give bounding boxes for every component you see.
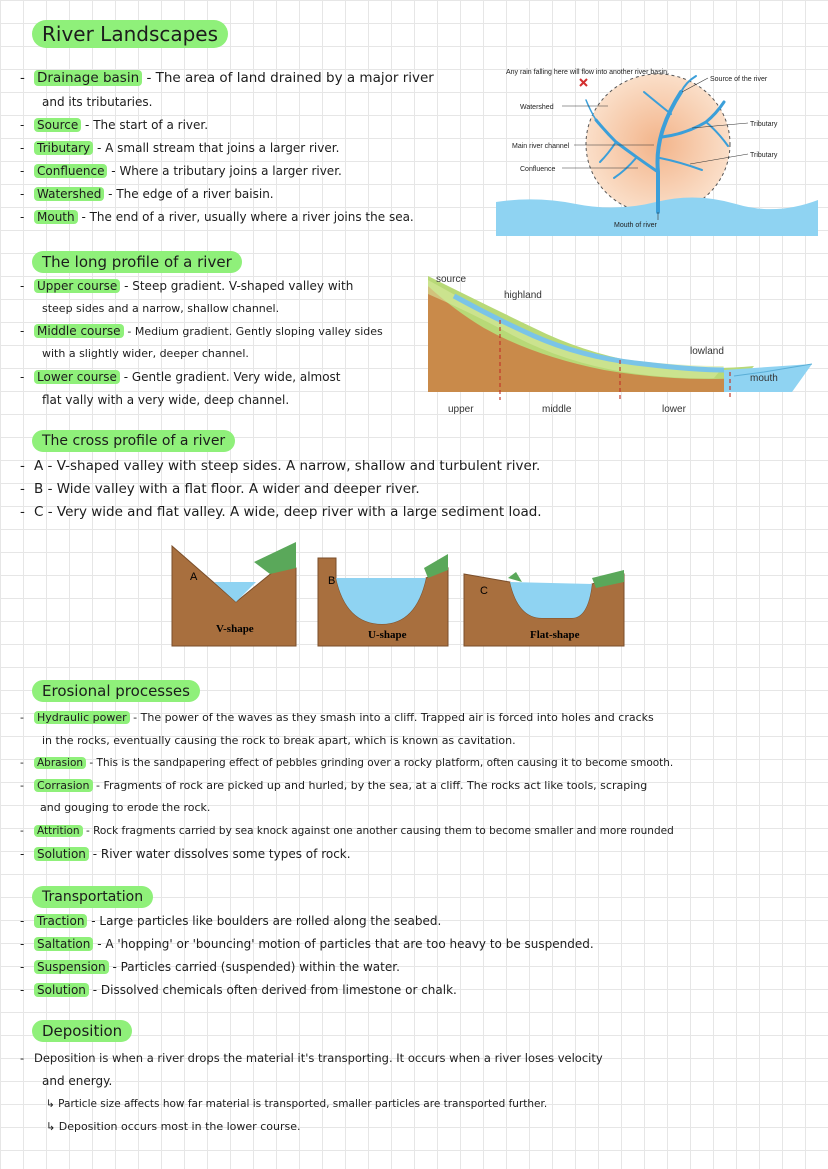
drainage-basin-diagram xyxy=(496,62,818,236)
deposition-sub-1 xyxy=(46,1096,547,1112)
erosion-abrasion: - Abrasion - This is the sandpapering effect of pebbles grinding over a rocky platform, often causing it to become smooth. xyxy=(20,757,674,769)
definition-drainage-basin: - Drainage basin - The area of land drained by a major river xyxy=(20,70,434,86)
definition-continuation: steep sides and a narrow, shallow channel. xyxy=(42,302,280,315)
definition-text: - Rock fragments carried by sea knock against one another causing them to become smaller and more rounded xyxy=(85,825,674,837)
definition-text: - Gentle gradient. Very wide, almost xyxy=(123,370,341,384)
mouth-label: mouth xyxy=(750,373,778,384)
term-label: Confluence xyxy=(34,164,107,178)
definition-watershed: - Watershed - The edge of a river baisin. xyxy=(20,187,274,201)
profile-text: - V-shaped valley with steep sides. A narrow, shallow and turbulent river. xyxy=(47,458,541,474)
term-label: Attrition xyxy=(34,825,83,837)
cross-profile-a: - A - V-shaped valley with steep sides. A narrow, shallow and turbulent river. xyxy=(20,458,541,474)
definition-text: - Steep gradient. V-shaped valley with xyxy=(124,279,354,293)
lower-label: lower xyxy=(662,404,686,415)
deposition-text: - Deposition is when a river drops the material it's transporting. It occurs when a river loses velocity xyxy=(20,1051,603,1065)
cross-icon xyxy=(580,79,587,86)
definition-text: - Where a tributary joins a larger river. xyxy=(111,164,342,178)
long-profile-heading: The long profile of a river xyxy=(32,251,242,273)
v-shape-diagram xyxy=(170,540,300,648)
definition-text: - The edge of a river baisin. xyxy=(108,187,274,201)
transport-traction: - Traction - Large particles like boulders are rolled along the seabed. xyxy=(20,914,442,928)
shape-label: Flat-shape xyxy=(530,629,580,641)
confluence-label: Confluence xyxy=(520,166,556,173)
term-label: Solution xyxy=(34,847,89,861)
erosion-attrition: - Attrition - Rock fragments carried by sea knock against one another causing them to become smaller and more rounded xyxy=(20,825,674,837)
definition-text: - The power of the waves as they smash into a cliff. Trapped air is forced into holes and cracks xyxy=(133,711,654,724)
term-label: Abrasion xyxy=(34,757,86,769)
term-label: Upper course xyxy=(34,279,120,293)
definition-text: - The start of a river. xyxy=(85,118,209,132)
term-label: Saltation xyxy=(34,937,93,951)
erosion-heading: Erosional processes xyxy=(32,680,200,702)
cross-profile-heading: The cross profile of a river xyxy=(32,430,235,452)
definition-mouth: - Mouth - The end of a river, usually where a river joins the sea. xyxy=(20,210,414,224)
definition-text: - Fragments of rock are picked up and hurled, by the sea, at a cliff. The rocks act like tools, scraping xyxy=(96,779,648,792)
term-label: Drainage basin xyxy=(34,70,142,86)
definition-text: - Medium gradient. Gently sloping valley sides xyxy=(127,325,383,338)
shape-letter: B xyxy=(328,575,336,587)
lowland-label: lowland xyxy=(690,346,724,357)
highland-label: highland xyxy=(504,290,542,301)
term-label: Solution xyxy=(34,983,89,997)
term-label: Watershed xyxy=(34,187,104,201)
profile-text: - Very wide and flat valley. A wide, deep river with a large sediment load. xyxy=(47,504,542,520)
shape-letter: A xyxy=(190,571,198,583)
return-arrow-icon: ↳ xyxy=(46,1120,56,1133)
cross-profile-b: - B - Wide valley with a flat floor. A wider and deeper river. xyxy=(20,481,420,497)
middle-course-item: - Middle course - Medium gradient. Gently sloping valley sides xyxy=(20,324,383,338)
cross-profile-c: - C - Very wide and flat valley. A wide, deep river with a large sediment load. xyxy=(20,504,542,520)
shape-label: U-shape xyxy=(368,629,407,641)
term-label: Tributary xyxy=(34,141,93,155)
deposition-sub-2 xyxy=(46,1119,300,1135)
definition-continuation: and gouging to erode the rock. xyxy=(40,801,211,814)
middle-label: middle xyxy=(542,404,572,415)
definition-text: - River water dissolves some types of rock. xyxy=(92,847,351,861)
definition-text: - The area of land drained by a major river xyxy=(146,70,434,86)
transport-solution: - Solution - Dissolved chemicals often derived from limestone or chalk. xyxy=(20,983,457,997)
definition-continuation: and its tributaries. xyxy=(42,95,153,109)
shape-label: V-shape xyxy=(216,623,254,635)
definition-text: - Dissolved chemicals often derived from limestone or chalk. xyxy=(92,983,457,997)
deposition-subpoint: Deposition occurs most in the lower course. xyxy=(58,1120,301,1133)
return-arrow-icon: ↳ xyxy=(46,1098,55,1110)
definition-text: - A 'hopping' or 'bouncing' motion of particles that are too heavy to be suspended. xyxy=(97,937,594,951)
term-label: Traction xyxy=(34,914,87,928)
profile-letter: B xyxy=(34,481,44,497)
upper-course-item: - Upper course - Steep gradient. V-shaped valley with xyxy=(20,279,354,293)
erosion-solution: - Solution - River water dissolves some types of rock. xyxy=(20,847,351,861)
tributary-label: Tributary xyxy=(750,152,778,159)
watershed-label: Watershed xyxy=(520,104,554,111)
definition-source: - Source - The start of a river. xyxy=(20,118,209,132)
deposition-subpoint: Particle size affects how far material is transported, smaller particles are transported further. xyxy=(58,1098,548,1110)
page-title: River Landscapes xyxy=(32,20,228,48)
u-shape-diagram xyxy=(316,550,452,648)
term-label: Suspension xyxy=(34,960,109,974)
deposition-line: Deposition is when a river drops the material it's transporting. It occurs when a river loses velocity xyxy=(34,1051,603,1065)
tributary-label: Tributary xyxy=(750,121,778,128)
deposition-heading: Deposition xyxy=(32,1020,132,1042)
grass xyxy=(254,542,296,574)
term-label: Middle course xyxy=(34,324,124,338)
definition-text: - Large particles like boulders are rolled along the seabed. xyxy=(91,914,442,928)
term-label: Lower course xyxy=(34,370,120,384)
definition-text: - Particles carried (suspended) within the water. xyxy=(112,960,400,974)
erosion-corrasion: - Corrasion - Fragments of rock are picked up and hurled, by the sea, at a cliff. The rocks act like tools, scraping xyxy=(20,779,648,792)
transport-saltation: - Saltation - A 'hopping' or 'bouncing' motion of particles that are too heavy to be suspended. xyxy=(20,937,594,951)
flat-shape-diagram xyxy=(462,566,626,648)
deposition-line: and energy. xyxy=(42,1074,113,1088)
profile-letter: C xyxy=(34,504,44,520)
profile-letter: A xyxy=(34,458,44,474)
transport-heading: Transportation xyxy=(32,886,153,908)
main-channel-label: Main river channel xyxy=(512,143,570,150)
definition-text: - The end of a river, usually where a river joins the sea. xyxy=(81,210,414,224)
term-label: Corrasion xyxy=(34,779,93,792)
source-label: source xyxy=(436,274,467,285)
term-label: Source xyxy=(34,118,81,132)
source-label: Source of the river xyxy=(710,76,768,83)
upper-label: upper xyxy=(448,404,474,415)
definition-confluence: - Confluence - Where a tributary joins a larger river. xyxy=(20,164,342,178)
definition-continuation: with a slightly wider, deeper channel. xyxy=(42,347,249,360)
transport-suspension: - Suspension - Particles carried (suspended) within the water. xyxy=(20,960,400,974)
definition-text: - This is the sandpapering effect of pebbles grinding over a rocky platform, often causing it to become smooth. xyxy=(89,757,674,769)
definition-continuation: in the rocks, eventually causing the rock to break apart, which is known as cavitation. xyxy=(42,734,516,747)
lower-course-item: - Lower course - Gentle gradient. Very wide, almost xyxy=(20,370,341,384)
definition-text: - A small stream that joins a larger river. xyxy=(96,141,340,155)
erosion-hydraulic-power: - Hydraulic power - The power of the waves as they smash into a cliff. Trapped air is forced into holes and cracks xyxy=(20,711,654,724)
profile-text: - Wide valley with a flat floor. A wider and deeper river. xyxy=(47,481,420,497)
shape-letter: C xyxy=(480,585,488,597)
rain-note-label: Any rain falling here will flow into another river basin. xyxy=(506,69,670,76)
long-profile-diagram xyxy=(424,266,812,418)
definition-continuation: flat vally with a very wide, deep channel. xyxy=(42,393,290,407)
term-label: Hydraulic power xyxy=(34,711,130,724)
term-label: Mouth xyxy=(34,210,78,224)
definition-tributary: - Tributary - A small stream that joins a larger river. xyxy=(20,141,340,155)
mouth-label: Mouth of river xyxy=(614,222,657,229)
